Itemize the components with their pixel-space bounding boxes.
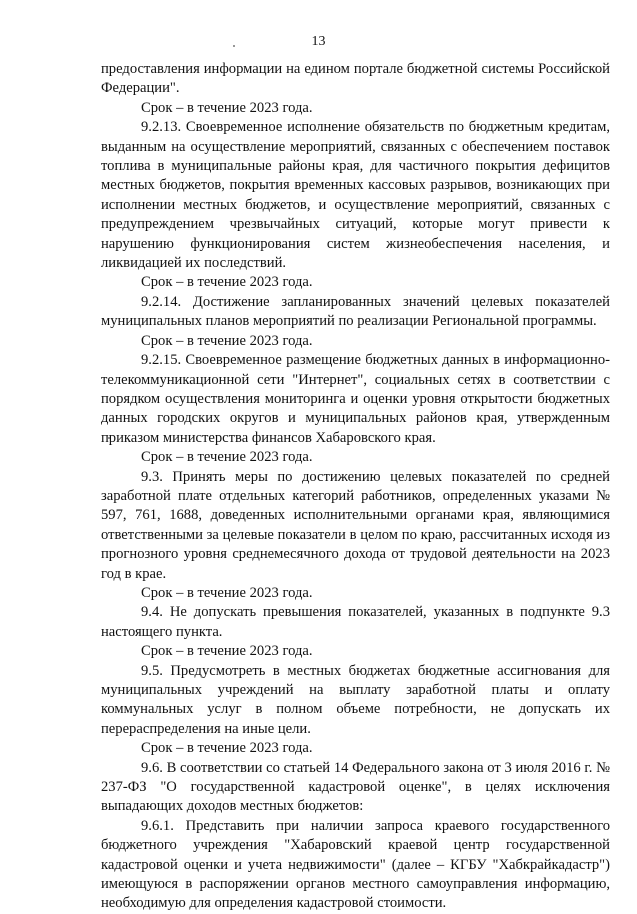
paragraph-9-2-13: 9.2.13. Своевременное исполнение обязательств по бюджетным кредитам, выданным на осуществление мероприятий, связанных с обеспечением поставок топлива в муниципальные районы края, для частичного покрытия дефицитов местных бюджетов, покрытия временных кассовых разрывов, возникающих при исполнении местных бюджетов, и осуществление мероприятий, связанных с предупреждением чрезвычайных ситуаций, которые могут привести к нарушению функционирования систем жизнеобеспечения населения, и ликвидацией их последствий. (101, 119, 610, 272)
paragraph-9-3: 9.3. Принять меры по достижению целевых показателей по средней заработной плате отдельных категорий работников, определенных указами № 597, 761, 1688, доведенных исполнительными органами края, являющимися ответственными за целевые показатели в целом по краю, рассчитанных исходя из прогнозного уровня среднемесячного дохода от трудовой деятельности на 2023 год в крае. (101, 468, 610, 582)
deadline-line: Срок – в течение 2023 года. (141, 274, 313, 291)
deadline-line: Срок – в течение 2023 года. (141, 449, 313, 466)
document-body (101, 60, 610, 914)
deadline-line: Срок – в течение 2023 года. (141, 99, 313, 116)
deadline-line: Срок – в течение 2023 года. (141, 332, 313, 349)
scan-speck (233, 45, 235, 47)
paragraph-9-6-1: 9.6.1. Представить при наличии запроса краевого государственного бюджетного учреждения "Хабаровский краевой центр государственной кадастровой оценки и учета недвижимости" (далее – КГБУ "Хабкрайкадастр") имеющуюся в распоряжении органов местного самоуправления информацию, необходимую для определения кадастровой стоимости. (101, 817, 610, 912)
page-number: 13 (311, 34, 326, 49)
text-continuation: предоставления информации на едином портале бюджетной системы Российской Федерации". (101, 61, 610, 97)
deadline-line: Срок – в течение 2023 года. (141, 584, 313, 601)
paragraph-9-5: 9.5. Предусмотреть в местных бюджетах бюджетные ассигнования для муниципальных учреждений на выплату заработной платы и оплату коммунальных услуг в полном объеме потребности, не допускать их перераспределения на иные цели. (101, 662, 610, 737)
paragraph-9-4: 9.4. Не допускать превышения показателей, указанных в подпункте 9.3 настоящего пункта. (101, 604, 610, 640)
paragraph-9-2-14: 9.2.14. Достижение запланированных значений целевых показателей муниципальных планов мероприятий по реализации Региональной программы. (101, 293, 610, 330)
paragraph-9-2-15: 9.2.15. Своевременное размещение бюджетных данных в информационно-телекоммуникационной сети "Интернет", социальных сетях в соответствии с порядком осуществления мониторинга и оценки уровня открытости бюджетных данных городских округов и муниципальных районов края, утвержденным приказом министерства финансов Хабаровского края. (101, 352, 610, 446)
deadline-line: Срок – в течение 2023 года. (141, 643, 313, 660)
deadline-line: Срок – в течение 2023 года. (141, 740, 313, 757)
paragraph-9-6: 9.6. В соответствии со статьей 14 Федерального закона от 3 июля 2016 г. № 237-ФЗ "О государственной кадастровой оценке", в целях исключения выпадающих доходов местных бюджетов: (101, 759, 610, 815)
